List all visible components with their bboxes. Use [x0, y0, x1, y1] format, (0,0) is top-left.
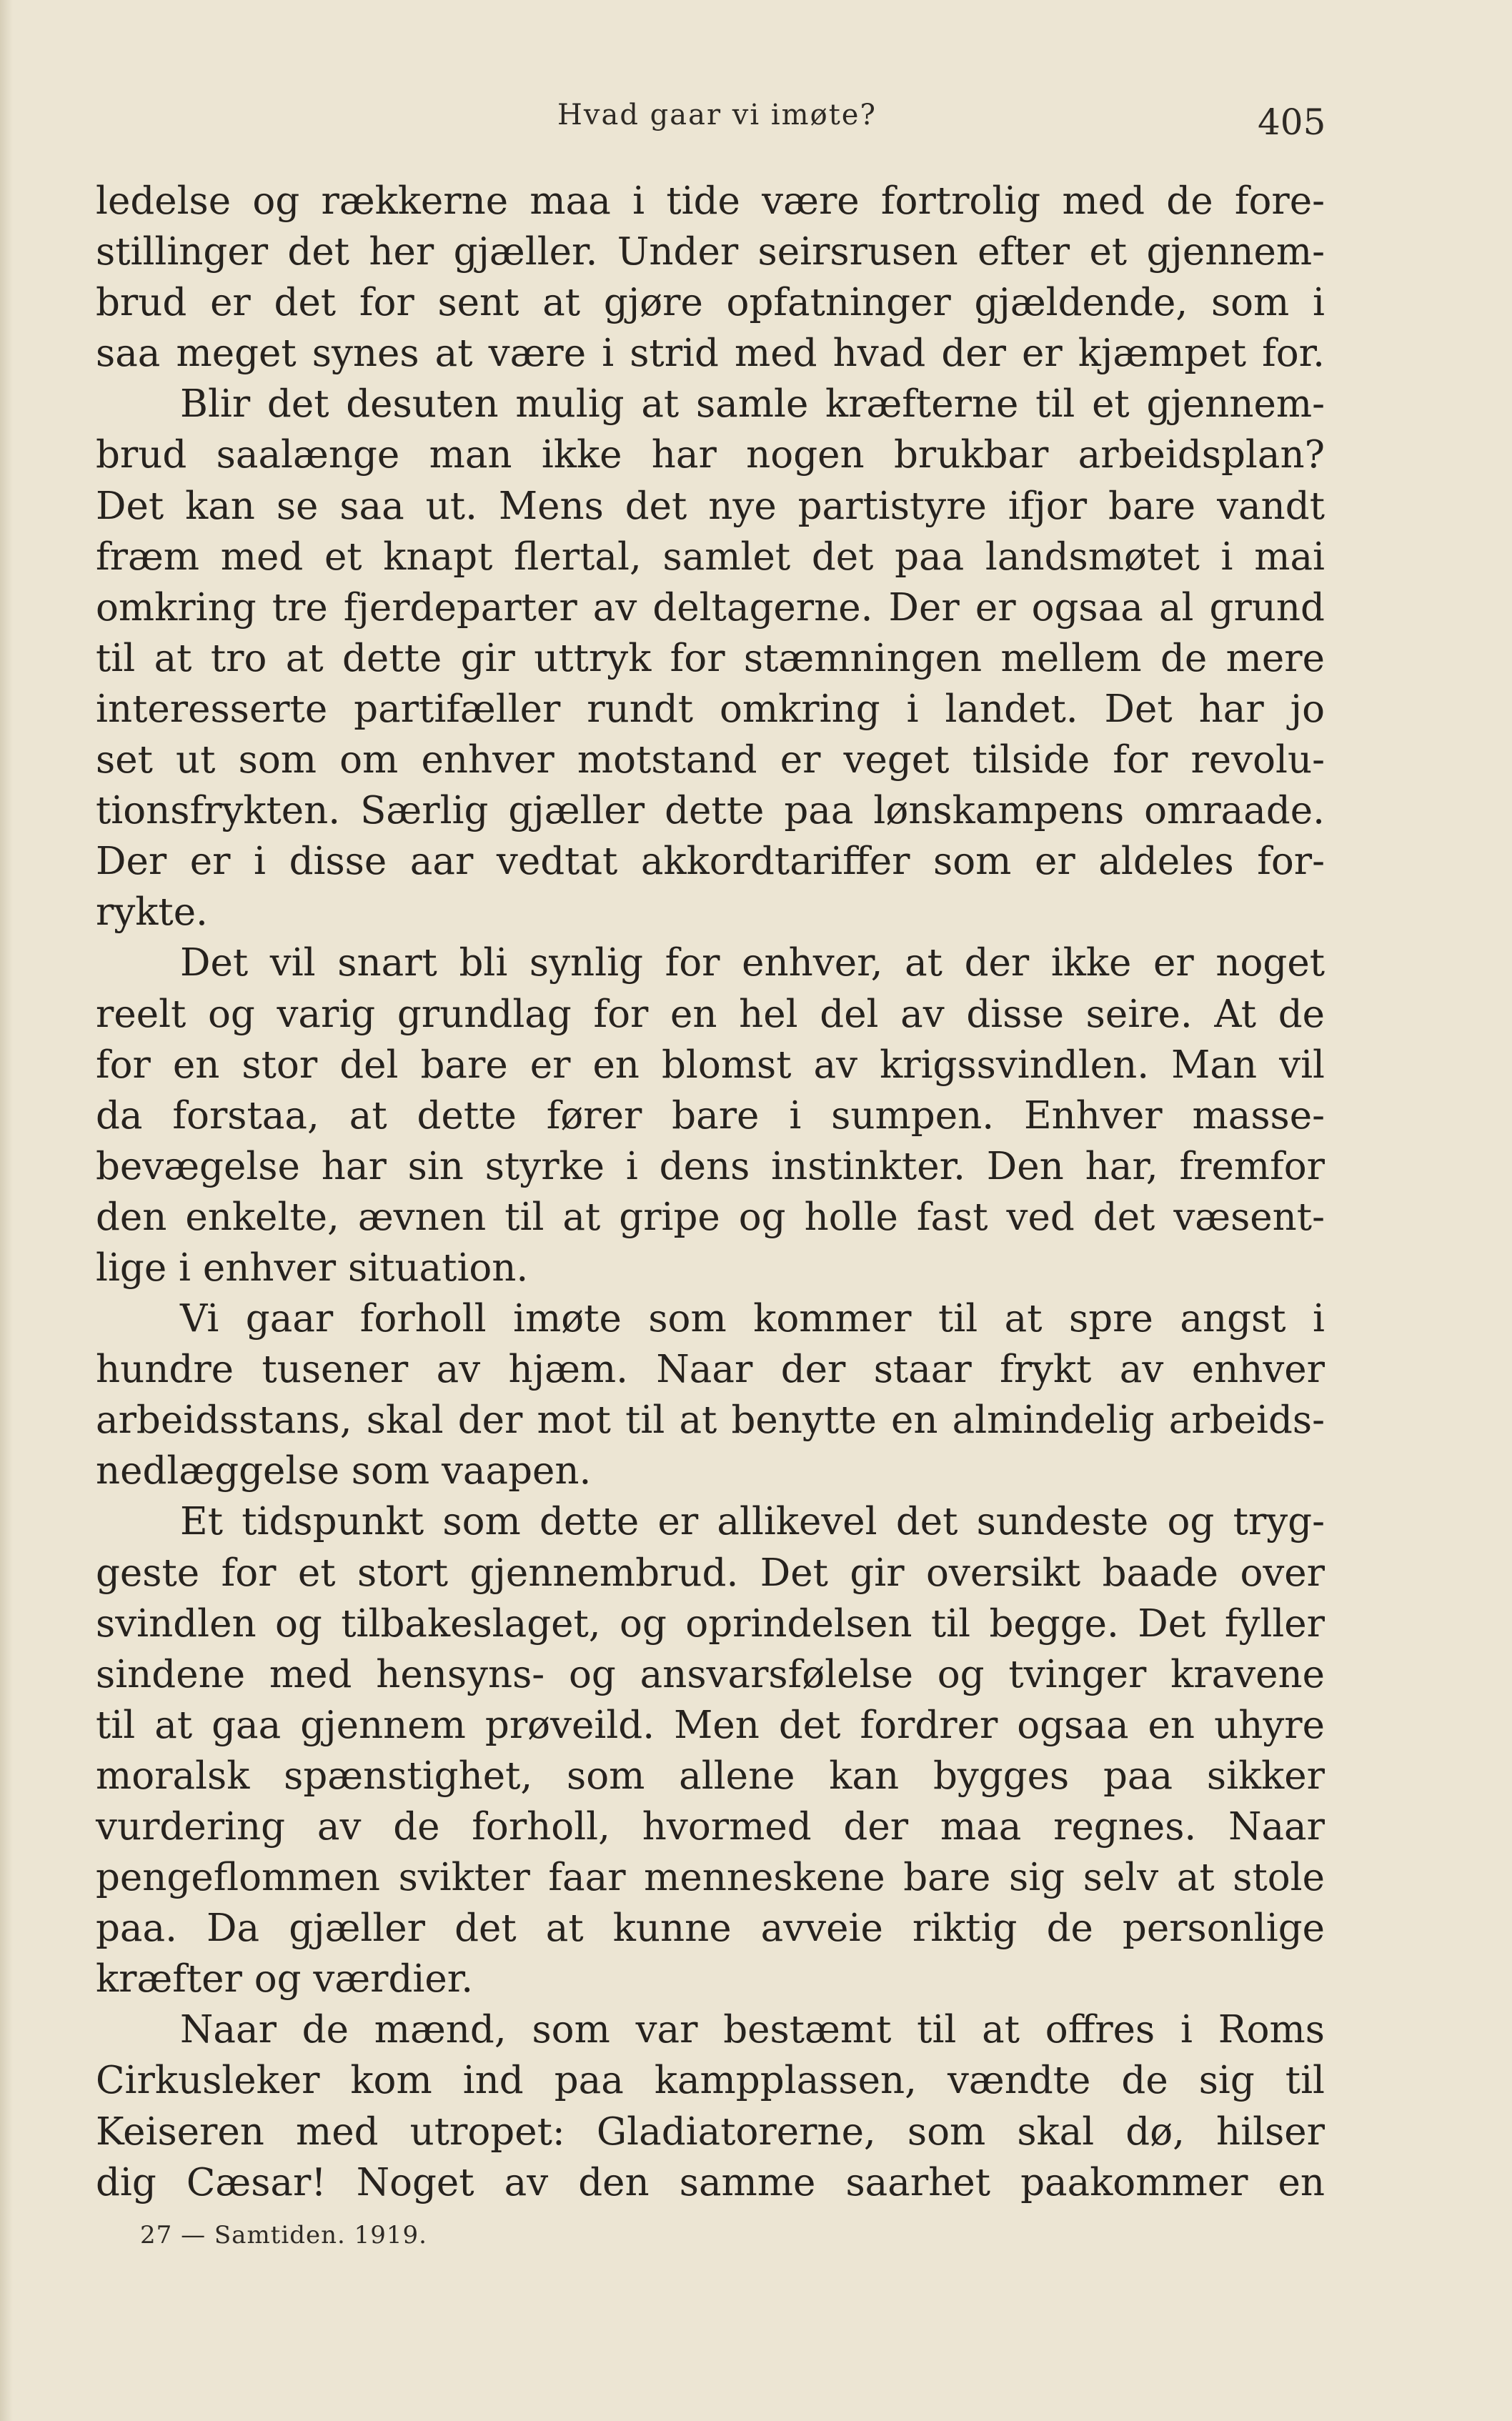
text-line: geste for et stort gjennembrud. Det gir oversikt baade over — [96, 1551, 1325, 1595]
text-line: den enkelte, ævnen til at gripe og holle fast ved det væsent- — [96, 1195, 1325, 1239]
text-line: interesserte partifæller rundt omkring i landet. Det har jo — [96, 687, 1325, 731]
text-line: Et tidspunkt som dette er allikevel det sundeste og tryg- — [180, 1500, 1325, 1544]
text-line: pengeflommen svikter faar menneskene bare sig selv at stole — [96, 1856, 1325, 1900]
text-line: paa. Da gjæller det at kunne avveie riktig de personlige — [96, 1907, 1325, 1951]
text-line: omkring tre fjerdeparter av deltagerne. Der er ogsaa al grund — [96, 585, 1325, 630]
text-line: vurdering av de forholl, hvormed der maa regnes. Naar — [96, 1805, 1325, 1849]
text-line: Det vil snart bli synlig for enhver, at der ikke er noget — [180, 941, 1325, 985]
text-line: til at gaa gjennem prøveild. Men det fordrer ogsaa en uhyre — [96, 1703, 1325, 1747]
page-number: 405 — [1258, 101, 1326, 143]
text-line: Vi gaar forholl imøte som kommer til at spre angst i — [180, 1297, 1325, 1341]
text-line: brud er det for sent at gjøre opfatninger gjældende, som i — [96, 281, 1325, 325]
text-line: Keiseren med utropet: Gladiatorerne, som skal dø, hilser — [96, 2109, 1325, 2154]
text-line: ledelse og rækkerne maa i tide være fortrolig med de fore- — [96, 179, 1325, 223]
text-line: hundre tusener av hjæm. Naar der staar frykt av enhver — [96, 1348, 1325, 1392]
page-edge — [0, 0, 13, 2421]
text-line: fræm med et knapt flertal, samlet det paa landsmøtet i mai — [96, 535, 1325, 579]
text-line: tionsfrykten. Særlig gjæller dette paa lønskampens omraade. — [96, 789, 1325, 833]
body-text — [96, 176, 1325, 2208]
footer-signature: 27 — Samtiden. 1919. — [140, 2221, 427, 2250]
text-line: arbeidsstans, skal der mot til at benytte en almindelig arbeids- — [96, 1398, 1325, 1443]
text-line: Der er i disse aar vedtat akkordtariffer som er aldeles for- — [96, 840, 1325, 884]
text-line: moralsk spænstighet, som allene kan bygges paa sikker — [96, 1754, 1325, 1798]
text-line: set ut som om enhver motstand er veget tilside for revolu- — [96, 738, 1325, 782]
text-line: lige i enhver situation. — [96, 1246, 529, 1290]
text-line: da forstaa, at dette fører bare i sumpen. Enhver masse- — [96, 1093, 1325, 1138]
text-line: til at tro at dette gir uttryk for stæmningen mellem de mere — [96, 636, 1325, 680]
text-line: saa meget synes at være i strid med hvad der er kjæmpet for. — [96, 332, 1325, 376]
running-title: Hvad gaar vi imøte? — [557, 99, 877, 131]
text-line: Cirkusleker kom ind paa kampplassen, vændte de sig til — [96, 2059, 1325, 2103]
text-line: stillinger det her gjæller. Under seirsrusen efter et gjennem- — [96, 230, 1325, 274]
text-line: rykte. — [96, 890, 208, 935]
text-line: dig Cæsar! Noget av den samme saarhet paakommer en — [96, 2160, 1325, 2204]
text-line: kræfter og værdier. — [96, 1957, 474, 2002]
text-line: Blir det desuten mulig at samle kræfterne til et gjennem- — [180, 382, 1325, 427]
text-line: svindlen og tilbakeslaget, og oprindelsen til begge. Det fyller — [96, 1601, 1325, 1646]
text-line: bevægelse har sin styrke i dens instinkter. Den har, fremfor — [96, 1144, 1325, 1188]
text-line: sindene med hensyns- og ansvarsfølelse og tvinger kravene — [96, 1652, 1325, 1696]
text-line: Det kan se saa ut. Mens det nye partistyre ifjor bare vandt — [96, 484, 1325, 528]
text-line: brud saalænge man ikke har nogen brukbar arbeidsplan? — [96, 433, 1325, 477]
text-line: for en stor del bare er en blomst av krigssvindlen. Man vil — [96, 1043, 1325, 1087]
text-line: nedlæggelse som vaapen. — [96, 1449, 592, 1493]
text-line: reelt og varig grundlag for en hel del av disse seire. At de — [96, 992, 1325, 1036]
text-line: Naar de mænd, som var bestæmt til at offres i Roms — [180, 2008, 1325, 2052]
